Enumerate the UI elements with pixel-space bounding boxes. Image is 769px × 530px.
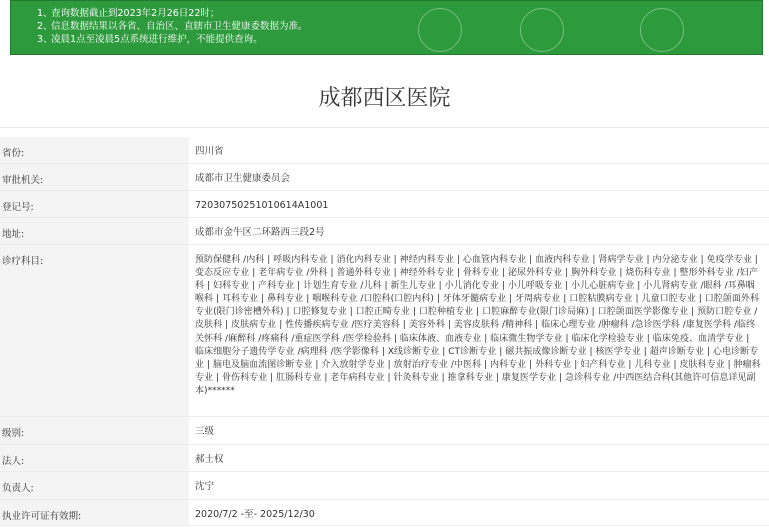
field-value: 沈宁 bbox=[195, 481, 215, 492]
field-value: 三级 bbox=[195, 426, 215, 437]
row-manager bbox=[0, 472, 769, 500]
notice-line: 2、信息数据结果以各省、自治区、直辖市卫生健康委数据为准。 bbox=[37, 21, 308, 32]
row-province bbox=[0, 137, 769, 164]
notice-line: 3、凌晨1点至凌晨5点系统进行维护，不能提供查询。 bbox=[37, 34, 263, 45]
field-label: 诊疗科目: bbox=[0, 245, 189, 416]
watermark-icon bbox=[640, 8, 684, 52]
field-label: 省份: bbox=[0, 137, 189, 163]
row-departments bbox=[0, 245, 769, 417]
notice-line: 1、查询数据截止到2023年2月26日22时； bbox=[37, 8, 220, 19]
divider bbox=[0, 127, 769, 128]
row-reg-no bbox=[0, 191, 769, 218]
row-address bbox=[0, 218, 769, 245]
field-value: 四川省 bbox=[195, 146, 224, 157]
row-level bbox=[0, 417, 769, 445]
field-value: 72030750251010614A1001 bbox=[195, 200, 329, 211]
field-label: 登记号: bbox=[0, 191, 189, 217]
info-table bbox=[0, 137, 769, 526]
watermark-icon bbox=[418, 8, 462, 52]
field-label: 法人: bbox=[0, 445, 189, 471]
field-label: 级别: bbox=[0, 417, 189, 444]
field-label: 地址: bbox=[0, 218, 189, 244]
page-title: 成都西区医院 bbox=[318, 86, 451, 111]
field-label: 审批机关: bbox=[0, 164, 189, 190]
field-value: 2020/7/2 -至- 2025/12/30 bbox=[195, 509, 315, 520]
watermark-icon bbox=[520, 8, 564, 52]
field-value: 成都市金牛区二环路西三段2号 bbox=[195, 227, 325, 238]
row-validity bbox=[0, 500, 769, 526]
field-value: 郝士权 bbox=[195, 454, 224, 465]
field-label: 执业许可证有效期: bbox=[0, 500, 189, 525]
field-value: 成都市卫生健康委员会 bbox=[195, 173, 291, 184]
field-label: 负责人: bbox=[0, 472, 189, 499]
field-value: 预防保健科 /内科 | 呼吸内科专业 | 消化内科专业 | 神经内科专业 | 心血管内科专业 | 血液内科专业 | 肾病学专业 | 内分泌专业 | 免疫学专业 | 变态反应专业 | 老年病专业 /外科 | 普通外科专业 | 神经外科专业 | 骨科专业 | 泌尿外科专业 | 胸外科专业 | 烧伤科专业 | 整形外科专业 /妇产科 | 妇科专业 | 产科专业 | 计划生育专业 /儿科 | 新生儿专业 | 小儿消化专业 | 小儿呼吸专业 | 小儿心脏病专业 | 小儿肾病专业 /眼科 /耳鼻咽喉科 | 耳科专业 | 鼻科专业 | 咽喉科专业 /口腔科(口腔内科) | 牙体牙髓病专业 | 牙周病专业 | 口腔粘膜病专业 | 儿童口腔专业 | 口腔颌面外科专业(限门诊密槽外科) | 口腔修复专业 | 口腔正畸专业 | 口腔种植专业 | 口腔麻醉专业(限门诊局麻) | 口腔颌面医学影像专业 | 预防口腔专业 /皮肤科 | 皮肤病专业 | 性传播疾病专业 /医疗美容科 | 美容外科 | 美容皮肤科 /精神科 | 临床心理专业 /肿瘤科 /急诊医学科 /康复医学科 /临终关怀科 /麻醉科 /疼痛科 /重症医学科 /医学检验科 | 临床体液、血液专业 | 临床微生物学专业 | 临床化学检验专业 | 临床免疫、血清学专业 | 临床细胞分子遗传学专业 /病理科 /医学影像科 | X线诊断专业 | CT诊断专业 | 磁共振成像诊断专业 | 核医学专业 | 超声诊断专业 | 心电诊断专业 | 脑电及脑血流图诊断专业 | 介入放射学专业 | 放射治疗专业 /中医科 | 内科专业 | 外科专业 | 妇产科专业 | 儿科专业 | 皮肤科专业 | 肿瘤科专业 | 骨伤科专业 | 肛肠科专业 | 老年病科专业 | 针灸科专业 | 推拿科专业 | 康复医学专业 | 急诊科专业 /中西医结合科(其他许可信息详见副本)****** bbox=[195, 255, 761, 396]
row-legal-person bbox=[0, 445, 769, 472]
row-authority bbox=[0, 164, 769, 191]
